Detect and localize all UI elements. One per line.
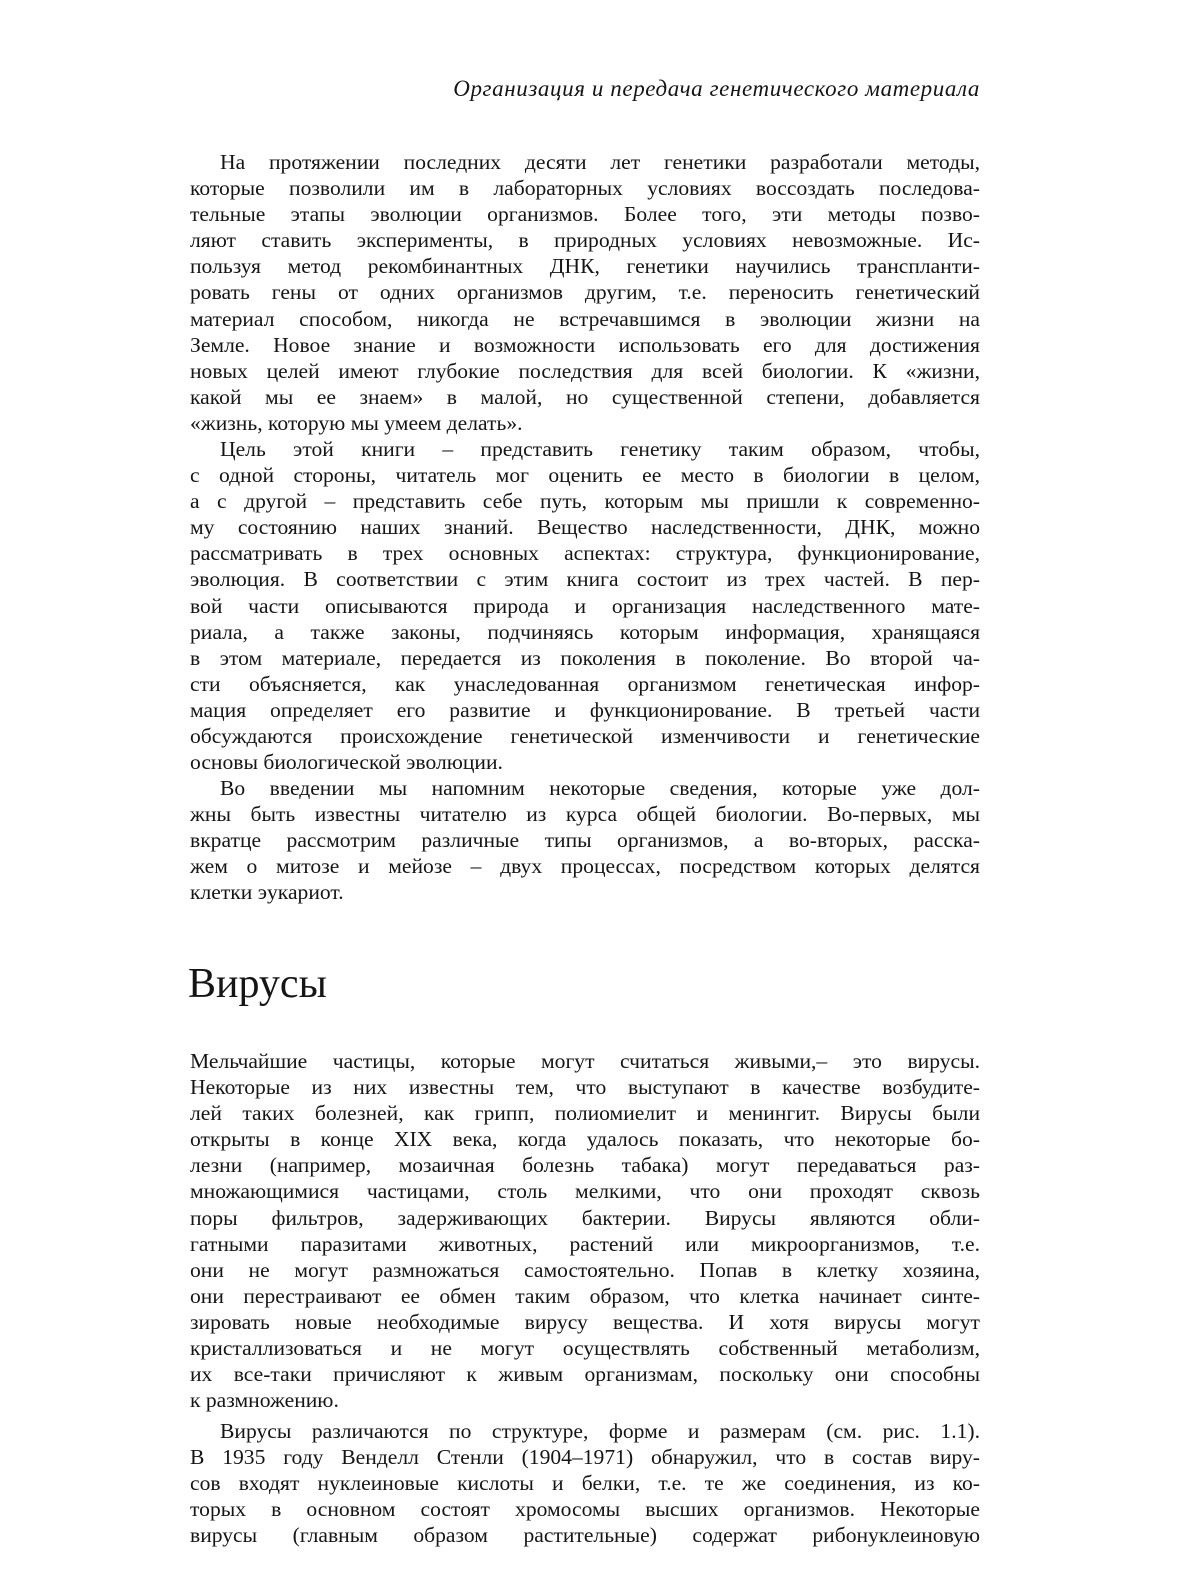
text-line: пользуя метод рекомбинантных ДНК, генетики научились транспланти- (190, 254, 980, 279)
text-line: сов входят нуклеиновые кислоты и белки, т.е. те же соединения, из ко- (190, 1471, 980, 1496)
text-line: множающимися частицами, столь мелкими, что они проходят сквозь (190, 1179, 980, 1204)
text-line: вирусы (главным образом растительные) содержат рибонуклеиновую (190, 1523, 980, 1548)
text-line: ровать гены от одних организмов другим, т.е. переносить генетический (190, 280, 980, 305)
text-line: риала, а также законы, подчиняясь которым информация, хранящаяся (190, 619, 980, 644)
text-line: Земле. Новое знание и возможности использовать его для достижения (190, 332, 980, 357)
text-line: новых целей имеют глубокие последствия для всей биологии. К «жизни, (190, 358, 980, 383)
section-heading: Вирусы (188, 961, 327, 1007)
text-line: эволюция. В соответствии с этим книга состоит из трех частей. В пер- (190, 567, 980, 592)
text-line: тельные этапы эволюции организмов. Более того, эти методы позво- (190, 202, 980, 227)
text-line: кристаллизоваться и не могут осуществлять собственный метаболизм, (190, 1336, 980, 1361)
text-line: Цель этой книги – представить генетику таким образом, чтобы, (220, 437, 980, 461)
intro-paragraph-1 (190, 149, 980, 436)
running-header: Организация и передача генетического материала (453, 76, 980, 101)
text-line: а с другой – представить себе путь, которым мы пришли к современно- (190, 489, 980, 514)
text-line: в этом материале, передается из поколения в поколение. Во второй ча- (190, 645, 980, 670)
text-line: жем о митозе и мейозе – двух процессах, посредством которых делятся (190, 854, 980, 879)
text-line: они не могут размножаться самостоятельно. Попав в клетку хозяина, (190, 1257, 980, 1282)
text-line: клетки эукариот. (190, 880, 344, 905)
text-line: гатными паразитами животных, растений или микроорганизмов, т.е. (190, 1231, 980, 1256)
text-line: жны быть известны читателю из курса общей биологии. Во-первых, мы (190, 802, 980, 827)
text-line: лей таких болезней, как грипп, полиомиелит и менингит. Вирусы были (190, 1101, 980, 1126)
text-line: Мельчайшие частицы, которые могут считаться живыми,– это вирусы. (190, 1049, 980, 1073)
text-line: рассматривать в трех основных аспектах: структура, функционирование, (190, 541, 980, 566)
text-line: обсуждаются происхождение генетической изменчивости и генетические (190, 724, 980, 749)
section-paragraph-2 (190, 1418, 980, 1548)
text-line: лезни (например, мозаичная болезнь табака) могут передаваться раз- (190, 1153, 980, 1178)
text-line: ляют ставить эксперименты, в природных условиях невозможные. Ис- (190, 228, 980, 253)
text-line: открыты в конце XIX века, когда удалось показать, что некоторые бо- (190, 1127, 980, 1152)
text-line: поры фильтров, задерживающих бактерии. Вирусы являются обли- (190, 1205, 980, 1230)
text-line: вой части описываются природа и организация наследственного мате- (190, 593, 980, 618)
text-line: В 1935 году Венделл Стенли (1904–1971) обнаружил, что в состав виру- (190, 1445, 980, 1470)
text-line: материал способом, никогда не встречавшимся в эволюции жизни на (190, 306, 980, 331)
text-line: которые позволили им в лабораторных условиях воссоздать последова- (190, 176, 980, 201)
text-line: Вирусы различаются по структуре, форме и размерам (см. рис. 1.1). (220, 1419, 980, 1443)
section-paragraph-1 (190, 1048, 980, 1413)
text-line: они перестраивают ее обмен таким образом, что клетка начинает синте- (190, 1283, 980, 1308)
text-line: На протяжении последних десяти лет генетики разработали методы, (220, 150, 980, 174)
text-line: с одной стороны, читатель мог оценить ее место в биологии в целом, (190, 463, 980, 488)
text-line: Во введении мы напомним некоторые сведения, которые уже дол- (220, 776, 980, 800)
text-line: их все-таки причисляют к живым организмам, поскольку они способны (190, 1362, 980, 1387)
text-line: сти объясняется, как унаследованная организмом генетическая инфор- (190, 671, 980, 696)
intro-paragraph-2 (190, 436, 980, 775)
text-line: му состоянию наших знаний. Вещество наследственности, ДНК, можно (190, 515, 980, 540)
text-line: вкратце рассмотрим различные типы организмов, а во-вторых, расска- (190, 828, 980, 853)
text-line: мация определяет его развитие и функционирование. В третьей части (190, 697, 980, 722)
text-line: основы биологической эволюции. (190, 750, 503, 775)
intro-paragraph-3 (190, 775, 980, 905)
text-line: зировать новые необходимые вирусу вещества. И хотя вирусы могут (190, 1309, 980, 1334)
text-line: торых в основном состоят хромосомы высших организмов. Некоторые (190, 1497, 980, 1522)
text-line: Некоторые из них известны тем, что выступают в качестве возбудите- (190, 1075, 980, 1100)
text-line: к размножению. (190, 1388, 339, 1413)
text-line: какой мы ее знаем» в малой, но существенной степени, добавляется (190, 384, 980, 409)
text-line: «жизнь, которую мы умеем делать». (190, 410, 523, 435)
